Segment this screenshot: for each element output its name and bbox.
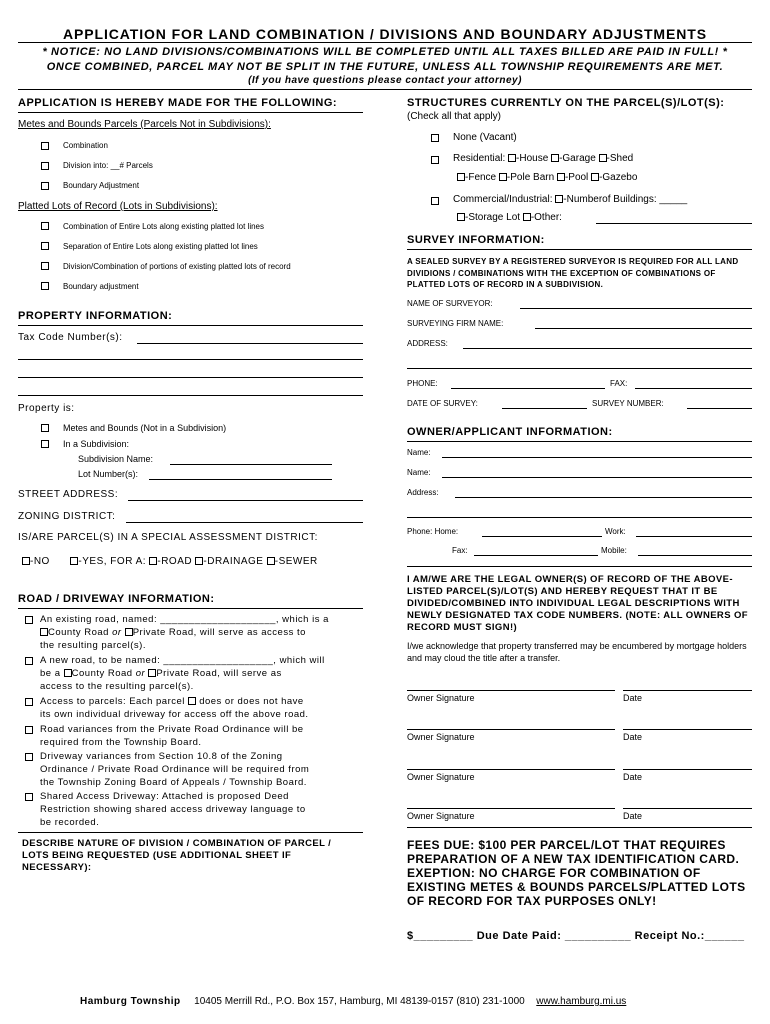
existing-private-road-checkbox[interactable]	[125, 628, 133, 636]
owner-signature-label-2: Owner Signature	[407, 732, 475, 742]
platted-boundary-label: Boundary adjustment	[63, 282, 139, 291]
assessment-road-label: -ROAD	[157, 556, 193, 567]
subdivision-name-label: Subdivision Name:	[78, 454, 154, 464]
describe-rule	[18, 832, 363, 833]
metes-bounds-checkbox[interactable]	[41, 424, 49, 432]
road-variance-checkbox[interactable]	[25, 726, 33, 734]
other-checkbox[interactable]	[523, 213, 531, 221]
garage-label: -Garage	[559, 153, 596, 164]
street-address-field[interactable]	[128, 500, 363, 501]
property-heading: PROPERTY INFORMATION:	[18, 310, 173, 322]
pool-label: -Pool	[564, 172, 589, 183]
commercial-row	[453, 194, 687, 205]
metes-bounds-label: Metes and Bounds (Not in a Subdivision)	[63, 423, 227, 433]
owner-name-field-2[interactable]	[442, 477, 752, 478]
surveyor-field[interactable]	[520, 308, 752, 309]
owner-home-phone-label: Phone: Home:	[407, 527, 459, 536]
platted-boundary-checkbox[interactable]	[41, 282, 49, 290]
assessment-options	[22, 556, 318, 567]
new-county-road-label: County Road	[71, 668, 133, 679]
shed-label: -Shed	[606, 153, 634, 164]
assessment-no-label: -NO	[30, 556, 50, 567]
surveyor-label: NAME OF SURVEYOR:	[407, 299, 493, 308]
storage-lot-label: -Storage Lot	[465, 212, 521, 223]
survey-date-field[interactable]	[502, 408, 587, 409]
owner-mobile-label: Mobile:	[601, 546, 627, 555]
survey-requirement: A SEALED SURVEY BY A REGISTERED SURVEYOR IS REQUIRED FOR ALL LAND DIVIDIONS / COMBINATIONS WITH THE EXCEPTION OF COMBINATIONS OF PLATTED LOTS OF RECORD IN A SUBDIVISION.	[407, 257, 739, 289]
footer-address: 10405 Merrill Rd., P.O. Box 157, Hamburg, MI 48139-0157 (810) 231-1000	[194, 996, 525, 1007]
new-road-line3: access to the resulting parcel(s).	[40, 681, 194, 692]
new-road-checkbox[interactable]	[25, 657, 33, 665]
lot-numbers-label: Lot Number(s):	[78, 469, 139, 479]
owner-name-label-2: Name:	[407, 468, 431, 477]
or-label: or	[112, 627, 122, 638]
mortgage-acknowledgement: I/we acknowledge that property transferred may be encumbered by mortgage holders and may cloud the title after a transfer.	[407, 641, 747, 663]
none-vacant-checkbox[interactable]	[431, 134, 439, 142]
owner-signature-field-2[interactable]	[407, 729, 615, 730]
survey-address-field[interactable]	[463, 348, 752, 349]
zoning-district-label: ZONING DISTRICT:	[18, 511, 116, 522]
combination-label: Combination	[63, 141, 108, 150]
pool-checkbox[interactable]	[557, 173, 565, 181]
tax-code-label: Tax Code Number(s):	[18, 332, 123, 343]
signature-date-label-3: Date	[623, 772, 643, 782]
fence-checkbox[interactable]	[457, 173, 465, 181]
taxes-notice: * NOTICE: NO LAND DIVISIONS/COMBINATIONS WILL BE COMPLETED UNTIL ALL TAXES BILLED ARE PAID IN FULL! *	[42, 46, 728, 58]
portion-lots-checkbox[interactable]	[41, 262, 49, 270]
commercial-label: Commercial/Industrial:	[453, 194, 553, 205]
residential-label: Residential:	[453, 153, 506, 164]
existing-road-line3: the resulting parcel(s).	[40, 640, 146, 651]
driveway-variance-line2: Ordinance / Private Road Ordinance will be required from	[40, 764, 310, 775]
driveway-variance-line1: Driveway variances from Section 10.8 of the Zoning	[40, 751, 283, 762]
road-variance-line1: Road variances from the Private Road Ordinance will be	[40, 724, 304, 735]
owner-work-label: Work:	[605, 527, 626, 536]
owner-name-label: Name:	[407, 448, 431, 457]
existing-road-line1: An existing road, named: ____________________, which is a	[40, 614, 329, 625]
road-rule	[18, 608, 363, 609]
owner-signature-field-1[interactable]	[407, 690, 615, 691]
separate-lots-checkbox[interactable]	[41, 242, 49, 250]
does-checkbox[interactable]	[188, 697, 196, 705]
county-road-label: County Road	[48, 627, 109, 638]
shed-checkbox[interactable]	[599, 154, 607, 162]
signature-date-field-1[interactable]	[623, 690, 752, 691]
owner-name-field[interactable]	[442, 457, 752, 458]
survey-heading: SURVEY INFORMATION:	[407, 234, 545, 246]
assessment-label: IS/ARE PARCEL(S) IN A SPECIAL ASSESSMENT DISTRICT:	[18, 532, 318, 543]
owner-signature-label-1: Owner Signature	[407, 693, 475, 703]
road-heading: ROAD / DRIVEWAY INFORMATION:	[18, 593, 215, 605]
survey-number-field[interactable]	[687, 408, 752, 409]
assessment-yes-label: -YES, FOR A:	[78, 556, 147, 567]
new-private-road-label: Private Road, will serve as	[156, 668, 282, 679]
tax-code-field-3[interactable]	[18, 377, 363, 378]
other-field[interactable]	[596, 223, 752, 224]
boundary-adjustment-checkbox[interactable]	[41, 182, 49, 190]
signature-date-field-3[interactable]	[623, 769, 752, 770]
property-is-label: Property is:	[18, 403, 75, 414]
be-a-label: be a	[40, 668, 61, 679]
pole-barn-checkbox[interactable]	[499, 173, 507, 181]
footer	[80, 996, 626, 1007]
does-label: does or does not have	[199, 696, 304, 707]
application-rule	[18, 112, 363, 113]
tax-code-field-2[interactable]	[18, 359, 363, 360]
in-subdivision-checkbox[interactable]	[41, 440, 49, 448]
owner-rule	[407, 441, 752, 442]
survey-fax-label: FAX:	[610, 379, 628, 388]
access-label: Access to parcels: Each parcel	[40, 696, 185, 707]
owner-address-label: Address:	[407, 488, 439, 497]
shared-access-checkbox[interactable]	[25, 793, 33, 801]
owner-home-phone-field[interactable]	[482, 536, 602, 537]
commercial-row-2	[457, 212, 562, 223]
footer-org: Hamburg Township	[80, 996, 181, 1007]
contact-note: (If you have questions please contact your attorney)	[248, 75, 522, 86]
gazebo-checkbox[interactable]	[591, 173, 599, 181]
owner-signature-field-4[interactable]	[407, 808, 615, 809]
driveway-variance-line3: the Township Zoning Board of Appeals / Township Board.	[40, 777, 307, 788]
legal-owner-statement: I AM/WE ARE THE LEGAL OWNER(S) OF RECORD OF THE ABOVE-LISTED PARCEL(S)/LOT(S) AND HEREBY REQUEST THAT IT BE DIVIDED/COMBINED INTO INDIVIDUAL LEGAL DESCRIPTIONS WITH NEWLY DESIGNATED TAX CODE NUMBERS. (NOTE: ALL OWNERS OF RECORD MUST SIGN!)	[407, 574, 748, 633]
signature-date-label-1: Date	[623, 693, 643, 703]
check-all-note: (Check all that apply)	[407, 111, 501, 122]
existing-road-line2	[40, 627, 306, 640]
residential-row	[453, 153, 633, 164]
new-road-line2	[40, 668, 282, 681]
property-rule	[18, 325, 363, 326]
owner-fax-label: Fax:	[452, 546, 468, 555]
tax-code-field-4[interactable]	[18, 395, 363, 396]
division-label: Division into: __# Parcels	[63, 161, 153, 170]
shared-access-line3: be recorded.	[40, 817, 100, 828]
split-notice: ONCE COMBINED, PARCEL MAY NOT BE SPLIT IN THE FUTURE, UNLESS ALL TOWNSHIP REQUIREMENTS ARE MET.	[46, 61, 724, 73]
combine-lots-checkbox[interactable]	[41, 222, 49, 230]
num-buildings-label: -Numberof Buildings: _____	[563, 194, 688, 205]
garage-checkbox[interactable]	[551, 154, 559, 162]
survey-phone-label: PHONE:	[407, 379, 438, 388]
survey-date-label: DATE OF SURVEY:	[407, 399, 478, 408]
pole-barn-label: -Pole Barn	[506, 172, 555, 183]
survey-rule	[407, 249, 752, 250]
house-label: -House	[516, 153, 549, 164]
signature-date-field-2[interactable]	[623, 729, 752, 730]
metes-heading: Metes and Bounds Parcels (Parcels Not in Subdivisions):	[18, 119, 271, 130]
residential-row-2	[457, 172, 637, 183]
fence-label: -Fence	[465, 172, 497, 183]
survey-address-field-2[interactable]	[407, 368, 752, 369]
none-vacant-label: None (Vacant)	[453, 132, 517, 143]
existing-county-road-checkbox[interactable]	[40, 628, 48, 636]
assessment-sewer-label: -SEWER	[274, 556, 318, 567]
shared-access-line2: Restriction showing shared access driveway language to	[40, 804, 306, 815]
footer-website-link[interactable]: www.hamburg.mi.us	[536, 996, 627, 1007]
survey-number-label: SURVEY NUMBER:	[592, 399, 664, 408]
in-subdivision-label: In a Subdivision:	[63, 439, 130, 449]
owner-address-field[interactable]	[455, 497, 752, 498]
zoning-district-field[interactable]	[126, 522, 363, 523]
legal-rule	[407, 566, 752, 567]
tax-code-field[interactable]	[137, 343, 363, 344]
driveway-variance-checkbox[interactable]	[25, 753, 33, 761]
survey-fax-field[interactable]	[635, 388, 752, 389]
signature-date-field-4[interactable]	[623, 808, 752, 809]
commercial-checkbox[interactable]	[431, 197, 439, 205]
house-checkbox[interactable]	[508, 154, 516, 162]
new-road-line1: A new road, to be named: ___________________, which will	[40, 655, 325, 666]
combination-checkbox[interactable]	[41, 142, 49, 150]
storage-lot-checkbox[interactable]	[457, 213, 465, 221]
fees-rule	[407, 827, 752, 828]
other-label: -Other:	[530, 212, 562, 223]
separate-lots-label: Separation of Entire Lots along existing platted lot lines	[63, 242, 258, 251]
owner-fax-field[interactable]	[474, 555, 598, 556]
survey-firm-label: SURVEYING FIRM NAME:	[407, 319, 504, 328]
lot-numbers-field[interactable]	[149, 479, 332, 480]
structures-heading: STRUCTURES CURRENTLY ON THE PARCEL(S)/LOT(S):	[407, 97, 725, 109]
combine-lots-label: Combination of Entire Lots along existing platted lot lines	[63, 222, 265, 231]
private-road-label: Private Road, will serve as access to	[132, 627, 306, 638]
owner-mobile-field[interactable]	[638, 555, 752, 556]
shared-access-line1: Shared Access Driveway: Attached is proposed Deed	[40, 791, 289, 802]
street-address-label: STREET ADDRESS:	[18, 489, 119, 500]
owner-work-field[interactable]	[636, 536, 752, 537]
platted-heading: Platted Lots of Record (Lots in Subdivisions):	[18, 201, 218, 212]
describe-nature: DESCRIBE NATURE OF DIVISION / COMBINATION OF PARCEL / LOTS BEING REQUESTED (USE ADDITIONAL SHEET IF NECESSARY):	[22, 838, 332, 873]
boundary-adjustment-label: Boundary Adjustment	[63, 181, 140, 190]
fees-due-text: FEES DUE: $100 PER PARCEL/LOT THAT REQUIRES PREPARATION OF A NEW TAX IDENTIFICATION CARD. EXEPTION: NO CHARGE FOR COMBINATION OF EXISTING METES & BOUNDS PARCELS/PLATTED LOTS OF RECORD FOR TAX PURPOSES ONLY!	[407, 838, 746, 908]
survey-address-label: ADDRESS:	[407, 339, 448, 348]
signature-date-label-4: Date	[623, 811, 643, 821]
existing-road-checkbox[interactable]	[25, 616, 33, 624]
access-checkbox[interactable]	[25, 698, 33, 706]
owner-signature-field-3[interactable]	[407, 769, 615, 770]
subdivision-name-field[interactable]	[170, 464, 332, 465]
access-line1	[40, 696, 304, 709]
new-county-road-checkbox[interactable]	[64, 669, 72, 677]
owner-signature-label-4: Owner Signature	[407, 811, 475, 821]
owner-signature-label-3: Owner Signature	[407, 772, 475, 782]
title-underline	[18, 42, 752, 43]
residential-checkbox[interactable]	[431, 156, 439, 164]
gazebo-label: -Gazebo	[599, 172, 638, 183]
assessment-no-checkbox[interactable]	[22, 557, 30, 565]
header-divider	[18, 89, 752, 90]
portion-lots-label: Division/Combination of portions of existing platted lots of record	[63, 262, 291, 271]
survey-phone-field[interactable]	[451, 388, 605, 389]
assessment-sewer-checkbox[interactable]	[267, 557, 275, 565]
road-variance-line2: required from the Township Board.	[40, 737, 202, 748]
application-heading: APPLICATION IS HEREBY MADE FOR THE FOLLOWING:	[18, 97, 338, 109]
owner-heading: OWNER/APPLICANT INFORMATION:	[407, 426, 613, 438]
access-line2: its own individual driveway for access off the above road.	[40, 709, 309, 720]
signature-date-label-2: Date	[623, 732, 643, 742]
payment-line: $_________ Due Date Paid: __________ Receipt No.:______	[407, 930, 745, 942]
division-checkbox[interactable]	[41, 162, 49, 170]
survey-firm-field[interactable]	[535, 328, 752, 329]
owner-address-field-2[interactable]	[407, 517, 752, 518]
form-title: APPLICATION FOR LAND COMBINATION / DIVISIONS AND BOUNDARY ADJUSTMENTS	[63, 26, 707, 42]
assessment-drainage-label: -DRAINAGE	[203, 556, 264, 567]
new-or-label: or	[135, 668, 146, 679]
